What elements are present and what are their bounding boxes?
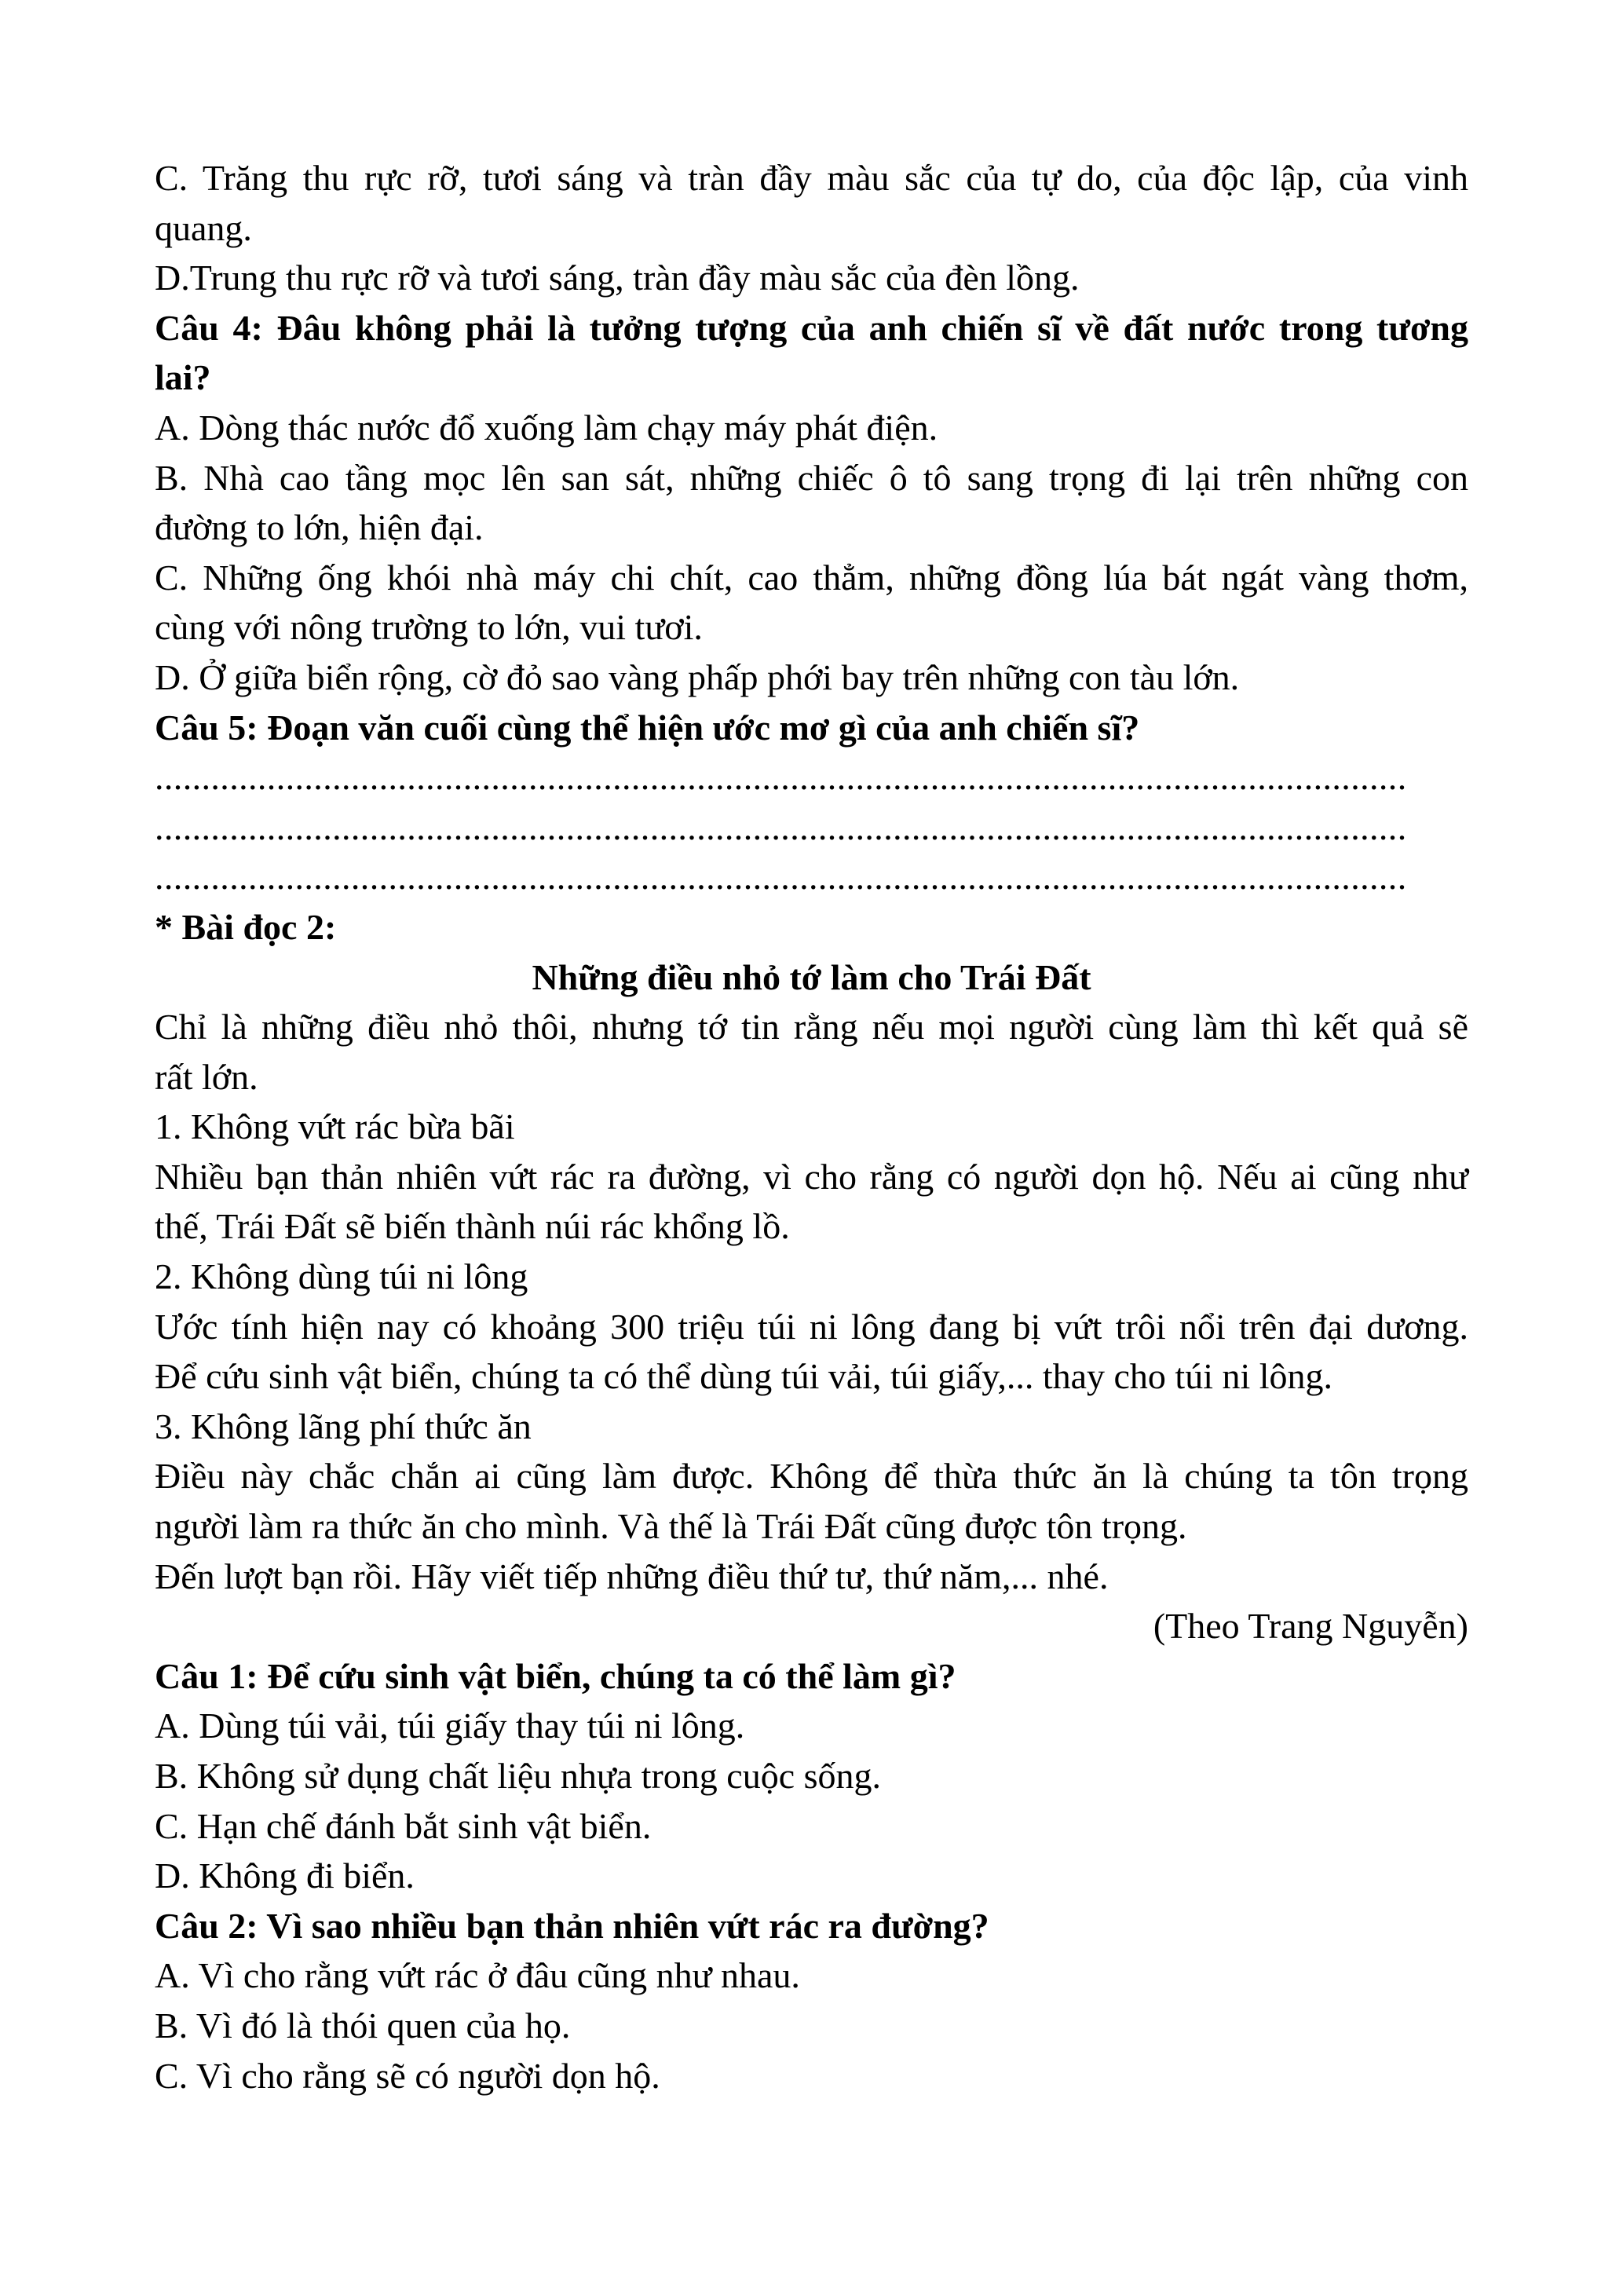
reading2-closing: Đến lượt bạn rồi. Hãy viết tiếp những điều thứ tư, thứ năm,... nhé. <box>155 1556 1109 1596</box>
r2-q2-question: Câu 2: Vì sao nhiều bạn thản nhiên vứt rác ra đường? <box>155 1905 989 1946</box>
reading2-item1-line1: Nhiều bạn thản nhiên vứt rác ra đường, vì cho rằng có người dọn hộ. Nếu ai cũng như <box>155 1156 1468 1197</box>
q4-option-a: A. Dòng thác nước đổ xuống làm chạy máy phát điện. <box>155 407 938 448</box>
reading2-source: (Theo Trang Nguyễn) <box>1153 1606 1468 1647</box>
r2-q2-option-a: A. Vì cho rằng vứt rác ở đâu cũng như nhau. <box>155 1955 800 1996</box>
reading2-item3-line1: Điều này chắc chắn ai cũng làm được. Không để thừa thức ăn là chúng ta tôn trọng <box>155 1456 1468 1497</box>
reading2-item1-line2: thế, Trái Đất sẽ biến thành núi rác khổng lồ. <box>155 1206 790 1247</box>
q5-answer-line-3[interactable]: ...................................................................................................................................... <box>155 857 1407 898</box>
r2-q2-option-c: C. Vì cho rằng sẽ có người dọn hộ. <box>155 2055 660 2096</box>
reading2-item2-line2: Để cứu sinh vật biển, chúng ta có thể dùng túi vải, túi giấy,... thay cho túi ni lông. <box>155 1356 1333 1397</box>
q3-option-c-line1: C. Trăng thu rực rỡ, tươi sáng và tràn đầy màu sắc của tự do, của độc lập, của vinh <box>155 158 1468 198</box>
reading2-item3-heading: 3. Không lãng phí thức ăn <box>155 1406 532 1446</box>
document-page <box>155 153 1468 2100</box>
q4-question-line2: lai? <box>155 357 211 398</box>
r2-q1-option-c: C. Hạn chế đánh bắt sinh vật biển. <box>155 1805 652 1846</box>
q5-answer-line-2[interactable]: ...................................................................................................................................... <box>155 806 1407 847</box>
r2-q1-option-d: D. Không đi biển. <box>155 1855 415 1896</box>
r2-q1-option-a: A. Dùng túi vải, túi giấy thay túi ni lông. <box>155 1706 745 1746</box>
q4-option-b-line2: đường to lớn, hiện đại. <box>155 507 484 548</box>
reading2-item2-line1: Ước tính hiện nay có khoảng 300 triệu túi ni lông đang bị vứt trôi nổi trên đại dương. <box>155 1306 1468 1347</box>
q4-option-c-line2: cùng với nông trường to lớn, vui tươi. <box>155 607 703 648</box>
reading2-item1-heading: 1. Không vứt rác bừa bãi <box>155 1106 515 1147</box>
reading2-item3-line2: người làm ra thức ăn cho mình. Và thế là Trái Đất cũng được tôn trọng. <box>155 1506 1187 1547</box>
q4-option-b-line1: B. Nhà cao tầng mọc lên san sát, những chiếc ô tô sang trọng đi lại trên những con <box>155 457 1468 498</box>
reading2-title: Những điều nhỏ tớ làm cho Trái Đất <box>532 956 1091 997</box>
q5-answer-line-1[interactable]: ...................................................................................................................................... <box>155 757 1407 798</box>
reading2-intro-line1: Chỉ là những điều nhỏ thôi, nhưng tớ tin rằng nếu mọi người cùng làm thì kết quả sẽ <box>155 1007 1468 1047</box>
q3-option-c-line2: quang. <box>155 207 252 248</box>
reading2-intro-line2: rất lớn. <box>155 1056 258 1097</box>
r2-q2-option-b: B. Vì đó là thói quen của họ. <box>155 2005 571 2046</box>
reading2-label: * Bài đọc 2: <box>155 906 337 947</box>
q3-option-d: D.Trung thu rực rỡ và tươi sáng, tràn đầy màu sắc của đèn lồng. <box>155 258 1080 298</box>
reading2-item2-heading: 2. Không dùng túi ni lông <box>155 1256 528 1297</box>
q4-question-line1: Câu 4: Đâu không phải là tưởng tượng của anh chiến sĩ về đất nước trong tương <box>155 307 1468 348</box>
r2-q1-option-b: B. Không sử dụng chất liệu nhựa trong cuộc sống. <box>155 1756 882 1796</box>
q5-question: Câu 5: Đoạn văn cuối cùng thể hiện ước mơ gì của anh chiến sĩ? <box>155 707 1140 748</box>
r2-q1-question: Câu 1: Để cứu sinh vật biển, chúng ta có thể làm gì? <box>155 1655 956 1696</box>
q4-option-c-line1: C. Những ống khói nhà máy chi chít, cao thẳm, những đồng lúa bát ngát vàng thơm, <box>155 557 1468 598</box>
q4-option-d: D. Ở giữa biển rộng, cờ đỏ sao vàng phấp phới bay trên những con tàu lớn. <box>155 656 1240 697</box>
